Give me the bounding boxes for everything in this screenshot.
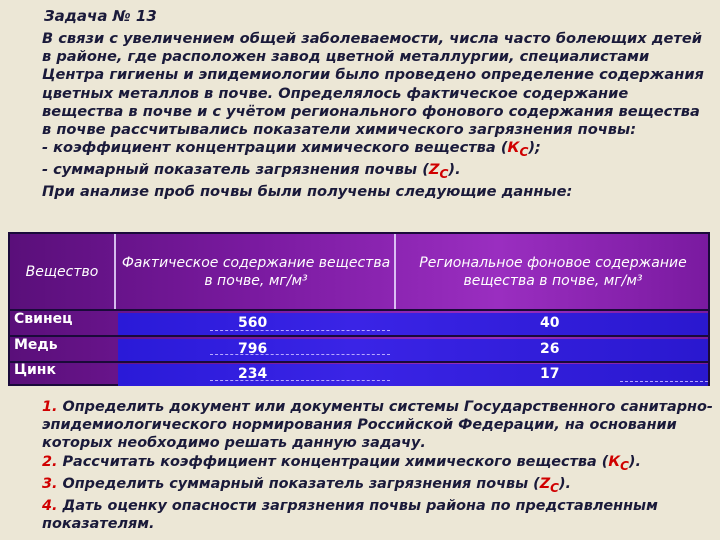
intro-paragraph: В связи с увеличением общей заболеваемости, числа часто болеющих детей в районе, где расположен завод цветной металлургии, специалистами Центра гигиены и эпидемиологии было проведено определение содержания цветных металлов в почве. Определялось фактическое содержание вещества в почве и с учётом регионального фонового содержания вещества в почве рассчитывались показатели химического загрязнения почвы: bbox=[42, 30, 704, 139]
kc-letter: К bbox=[608, 453, 621, 470]
row-band bbox=[118, 313, 708, 335]
task-number: 4. bbox=[42, 497, 58, 514]
list-item-kc-text: - коэффициент концентрации химического вещества ( bbox=[42, 139, 508, 157]
decorative-dash bbox=[210, 330, 390, 331]
table-row bbox=[10, 337, 708, 361]
kc-symbol bbox=[507, 139, 529, 160]
task-text-suffix: ). bbox=[628, 453, 641, 470]
column-divider bbox=[394, 234, 396, 309]
actual-value: 796 bbox=[238, 341, 268, 357]
data-table bbox=[8, 232, 710, 386]
zc-symbol bbox=[428, 161, 449, 182]
header-background-content: Региональное фоновое содержание вещества в почве, мг/м³ bbox=[419, 254, 687, 289]
task-text: Определить суммарный показатель загрязнения почвы ( bbox=[62, 475, 540, 492]
decorative-dash bbox=[210, 380, 390, 381]
zc-letter: Z bbox=[428, 161, 440, 179]
background-value: 40 bbox=[540, 315, 560, 331]
task-item-2 bbox=[6, 453, 716, 475]
task-list bbox=[6, 398, 716, 533]
list-item-kc-suffix: ); bbox=[528, 139, 541, 157]
column-divider bbox=[114, 234, 116, 309]
row-band bbox=[118, 364, 708, 386]
kc-symbol bbox=[608, 453, 629, 473]
task-number: 1. bbox=[42, 399, 58, 415]
decorative-dash bbox=[620, 381, 708, 382]
header-actual-content: Фактическое содержание вещества в почве, мг/м³ bbox=[121, 254, 391, 289]
task-text: Определить документ или документы системы Государственного санитарно-эпидемиологического нормирования Российской Федерации, на основании которых необходимо решать данную задачу. bbox=[42, 399, 713, 452]
intro-text bbox=[6, 30, 711, 202]
task-item-4 bbox=[6, 497, 716, 533]
background-value: 26 bbox=[540, 341, 560, 357]
header-substance: Вещество bbox=[25, 263, 99, 280]
row-band bbox=[118, 339, 708, 361]
kc-subscript: С bbox=[620, 458, 629, 473]
zc-letter: Z bbox=[539, 475, 551, 492]
kc-subscript: С bbox=[519, 145, 529, 160]
decorative-dash bbox=[210, 354, 390, 355]
task-number: 2. bbox=[42, 453, 58, 470]
task-item-1 bbox=[6, 398, 716, 453]
task-item-3 bbox=[6, 475, 716, 497]
list-item-zc-text: - суммарный показатель загрязнения почвы ( bbox=[42, 161, 429, 179]
task-text: Дать оценку опасности загрязнения почвы района по представленным показателям. bbox=[42, 497, 658, 532]
substance-name: Цинк bbox=[14, 362, 56, 378]
zc-subscript: С bbox=[550, 480, 559, 495]
actual-value: 560 bbox=[238, 315, 268, 331]
list-item-zc bbox=[6, 161, 711, 183]
task-text-suffix: ). bbox=[558, 475, 572, 492]
substance-name: Свинец bbox=[14, 311, 73, 327]
zc-subscript: С bbox=[439, 167, 449, 182]
background-value: 17 bbox=[540, 366, 560, 382]
substance-name: Медь bbox=[14, 337, 58, 353]
table-row bbox=[10, 362, 708, 386]
intro-closing: При анализе проб почвы были получены следующие данные: bbox=[42, 183, 573, 201]
task-number: 3. bbox=[42, 475, 58, 492]
list-item-kc bbox=[6, 139, 711, 161]
zc-symbol bbox=[539, 475, 559, 495]
task-title: Задача № 13 bbox=[44, 7, 157, 25]
table-row bbox=[10, 311, 708, 335]
task-text: Рассчитать коэффициент концентрации химического вещества ( bbox=[62, 453, 609, 470]
actual-value: 234 bbox=[238, 366, 268, 382]
list-item-zc-suffix: ). bbox=[448, 161, 461, 179]
kc-letter: К bbox=[507, 139, 520, 157]
